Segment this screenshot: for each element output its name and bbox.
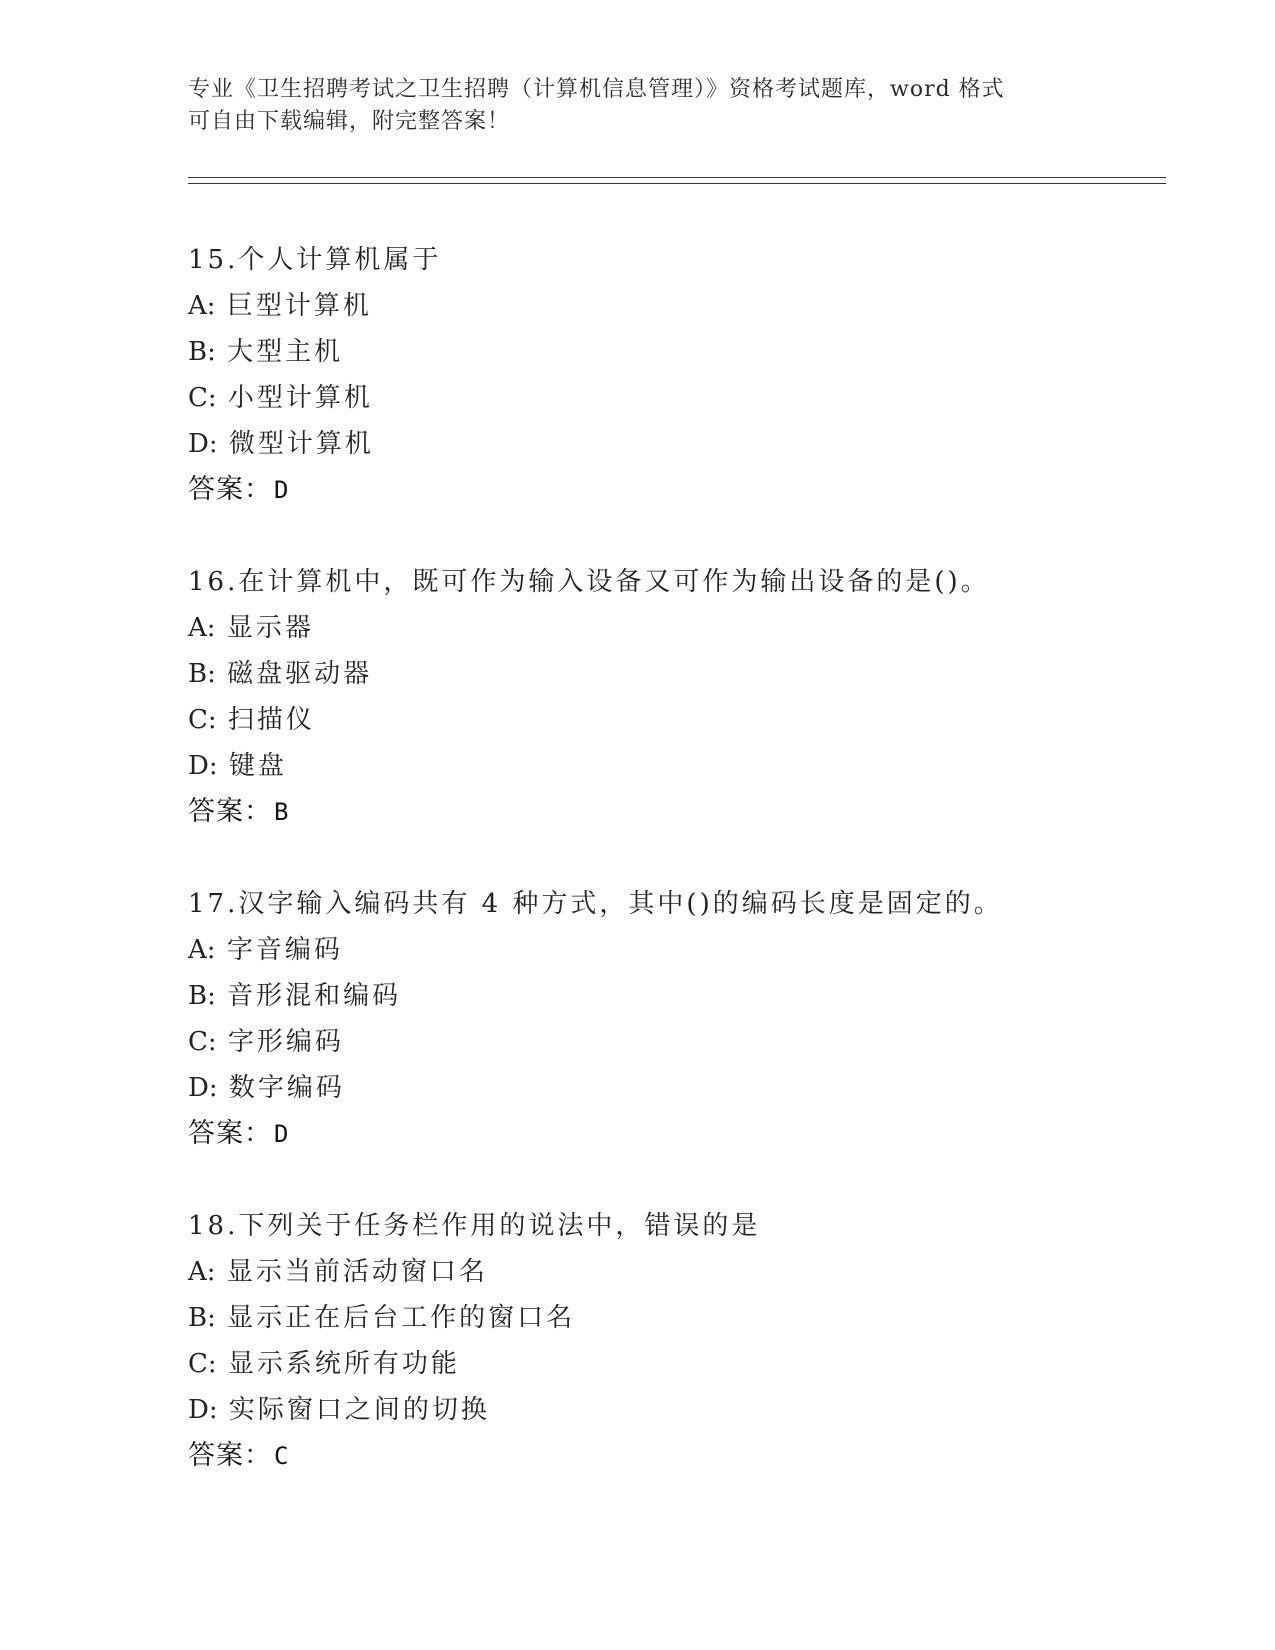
option-letter: A: <box>188 935 216 965</box>
option-letter: A: <box>188 1257 216 1287</box>
option-text: 显示当前活动窗口名 <box>226 1257 488 1287</box>
option-c <box>188 1019 1188 1065</box>
option-letter: B: <box>188 1303 216 1333</box>
header-divider-top <box>188 177 1166 178</box>
answer-line <box>188 1433 1188 1479</box>
question-stem: 16.在计算机中，既可作为输入设备又可作为输出设备的是()。 <box>188 567 990 597</box>
option-a <box>188 605 1188 651</box>
question-block <box>188 237 1188 513</box>
option-letter: D: <box>188 751 218 781</box>
option-letter: C: <box>188 1349 217 1379</box>
option-b <box>188 329 1188 375</box>
option-letter: C: <box>188 1027 217 1057</box>
option-letter: A: <box>188 613 216 643</box>
option-text: 巨型计算机 <box>226 291 372 321</box>
answer-label: 答案： <box>188 1118 272 1149</box>
option-text: 字形编码 <box>227 1027 344 1057</box>
option-letter: D: <box>188 1073 218 1103</box>
header-divider-bottom <box>188 183 1166 184</box>
option-c <box>188 697 1188 743</box>
option-letter: D: <box>188 1395 218 1425</box>
option-text: 键盘 <box>228 751 287 781</box>
question-stem: 17.汉字输入编码共有 4 种方式，其中()的编码长度是固定的。 <box>188 889 1003 919</box>
header-line-1: 专业《卫生招聘考试之卫生招聘（计算机信息管理）》资格考试题库，word 格式 <box>188 77 1005 102</box>
question-block <box>188 881 1188 1157</box>
answer-value: B <box>274 798 290 826</box>
question-block <box>188 1203 1188 1479</box>
option-text: 大型主机 <box>227 337 344 367</box>
answer-value: D <box>274 476 290 504</box>
option-text: 音形混和编码 <box>227 981 402 1011</box>
option-d <box>188 421 1188 467</box>
option-d <box>188 1065 1188 1111</box>
answer-label: 答案： <box>188 1440 272 1471</box>
answer-value: C <box>274 1442 290 1470</box>
option-text: 微型计算机 <box>228 429 374 459</box>
option-letter: B: <box>188 659 216 689</box>
option-text: 显示正在后台工作的窗口名 <box>227 1303 576 1333</box>
option-c <box>188 375 1188 421</box>
answer-line <box>188 789 1188 835</box>
option-text: 数字编码 <box>228 1073 345 1103</box>
option-b <box>188 1295 1188 1341</box>
answer-value: D <box>274 1120 290 1148</box>
option-a <box>188 283 1188 329</box>
option-text: 小型计算机 <box>227 383 373 413</box>
question-block <box>188 559 1188 835</box>
option-letter: D: <box>188 429 218 459</box>
document-header <box>188 74 1088 138</box>
option-a <box>188 927 1188 973</box>
option-d <box>188 743 1188 789</box>
option-letter: B: <box>188 981 216 1011</box>
question-stem: 15.个人计算机属于 <box>188 245 442 275</box>
answer-line <box>188 1111 1188 1157</box>
option-letter: A: <box>188 291 216 321</box>
option-text: 字音编码 <box>226 935 343 965</box>
option-letter: C: <box>188 705 217 735</box>
option-letter: C: <box>188 383 217 413</box>
answer-label: 答案： <box>188 474 272 505</box>
option-text: 显示器 <box>226 613 314 643</box>
option-b <box>188 973 1188 1019</box>
option-b <box>188 651 1188 697</box>
option-text: 磁盘驱动器 <box>227 659 373 689</box>
option-letter: B: <box>188 337 216 367</box>
option-c <box>188 1341 1188 1387</box>
answer-line <box>188 467 1188 513</box>
option-d <box>188 1387 1188 1433</box>
header-line-2: 可自由下载编辑，附完整答案！ <box>188 109 511 134</box>
option-text: 显示系统所有功能 <box>227 1349 460 1379</box>
answer-label: 答案： <box>188 796 272 827</box>
option-text: 实际窗口之间的切换 <box>228 1395 490 1425</box>
question-stem: 18.下列关于任务栏作用的说法中，错误的是 <box>188 1211 761 1241</box>
option-a <box>188 1249 1188 1295</box>
option-text: 扫描仪 <box>227 705 315 735</box>
